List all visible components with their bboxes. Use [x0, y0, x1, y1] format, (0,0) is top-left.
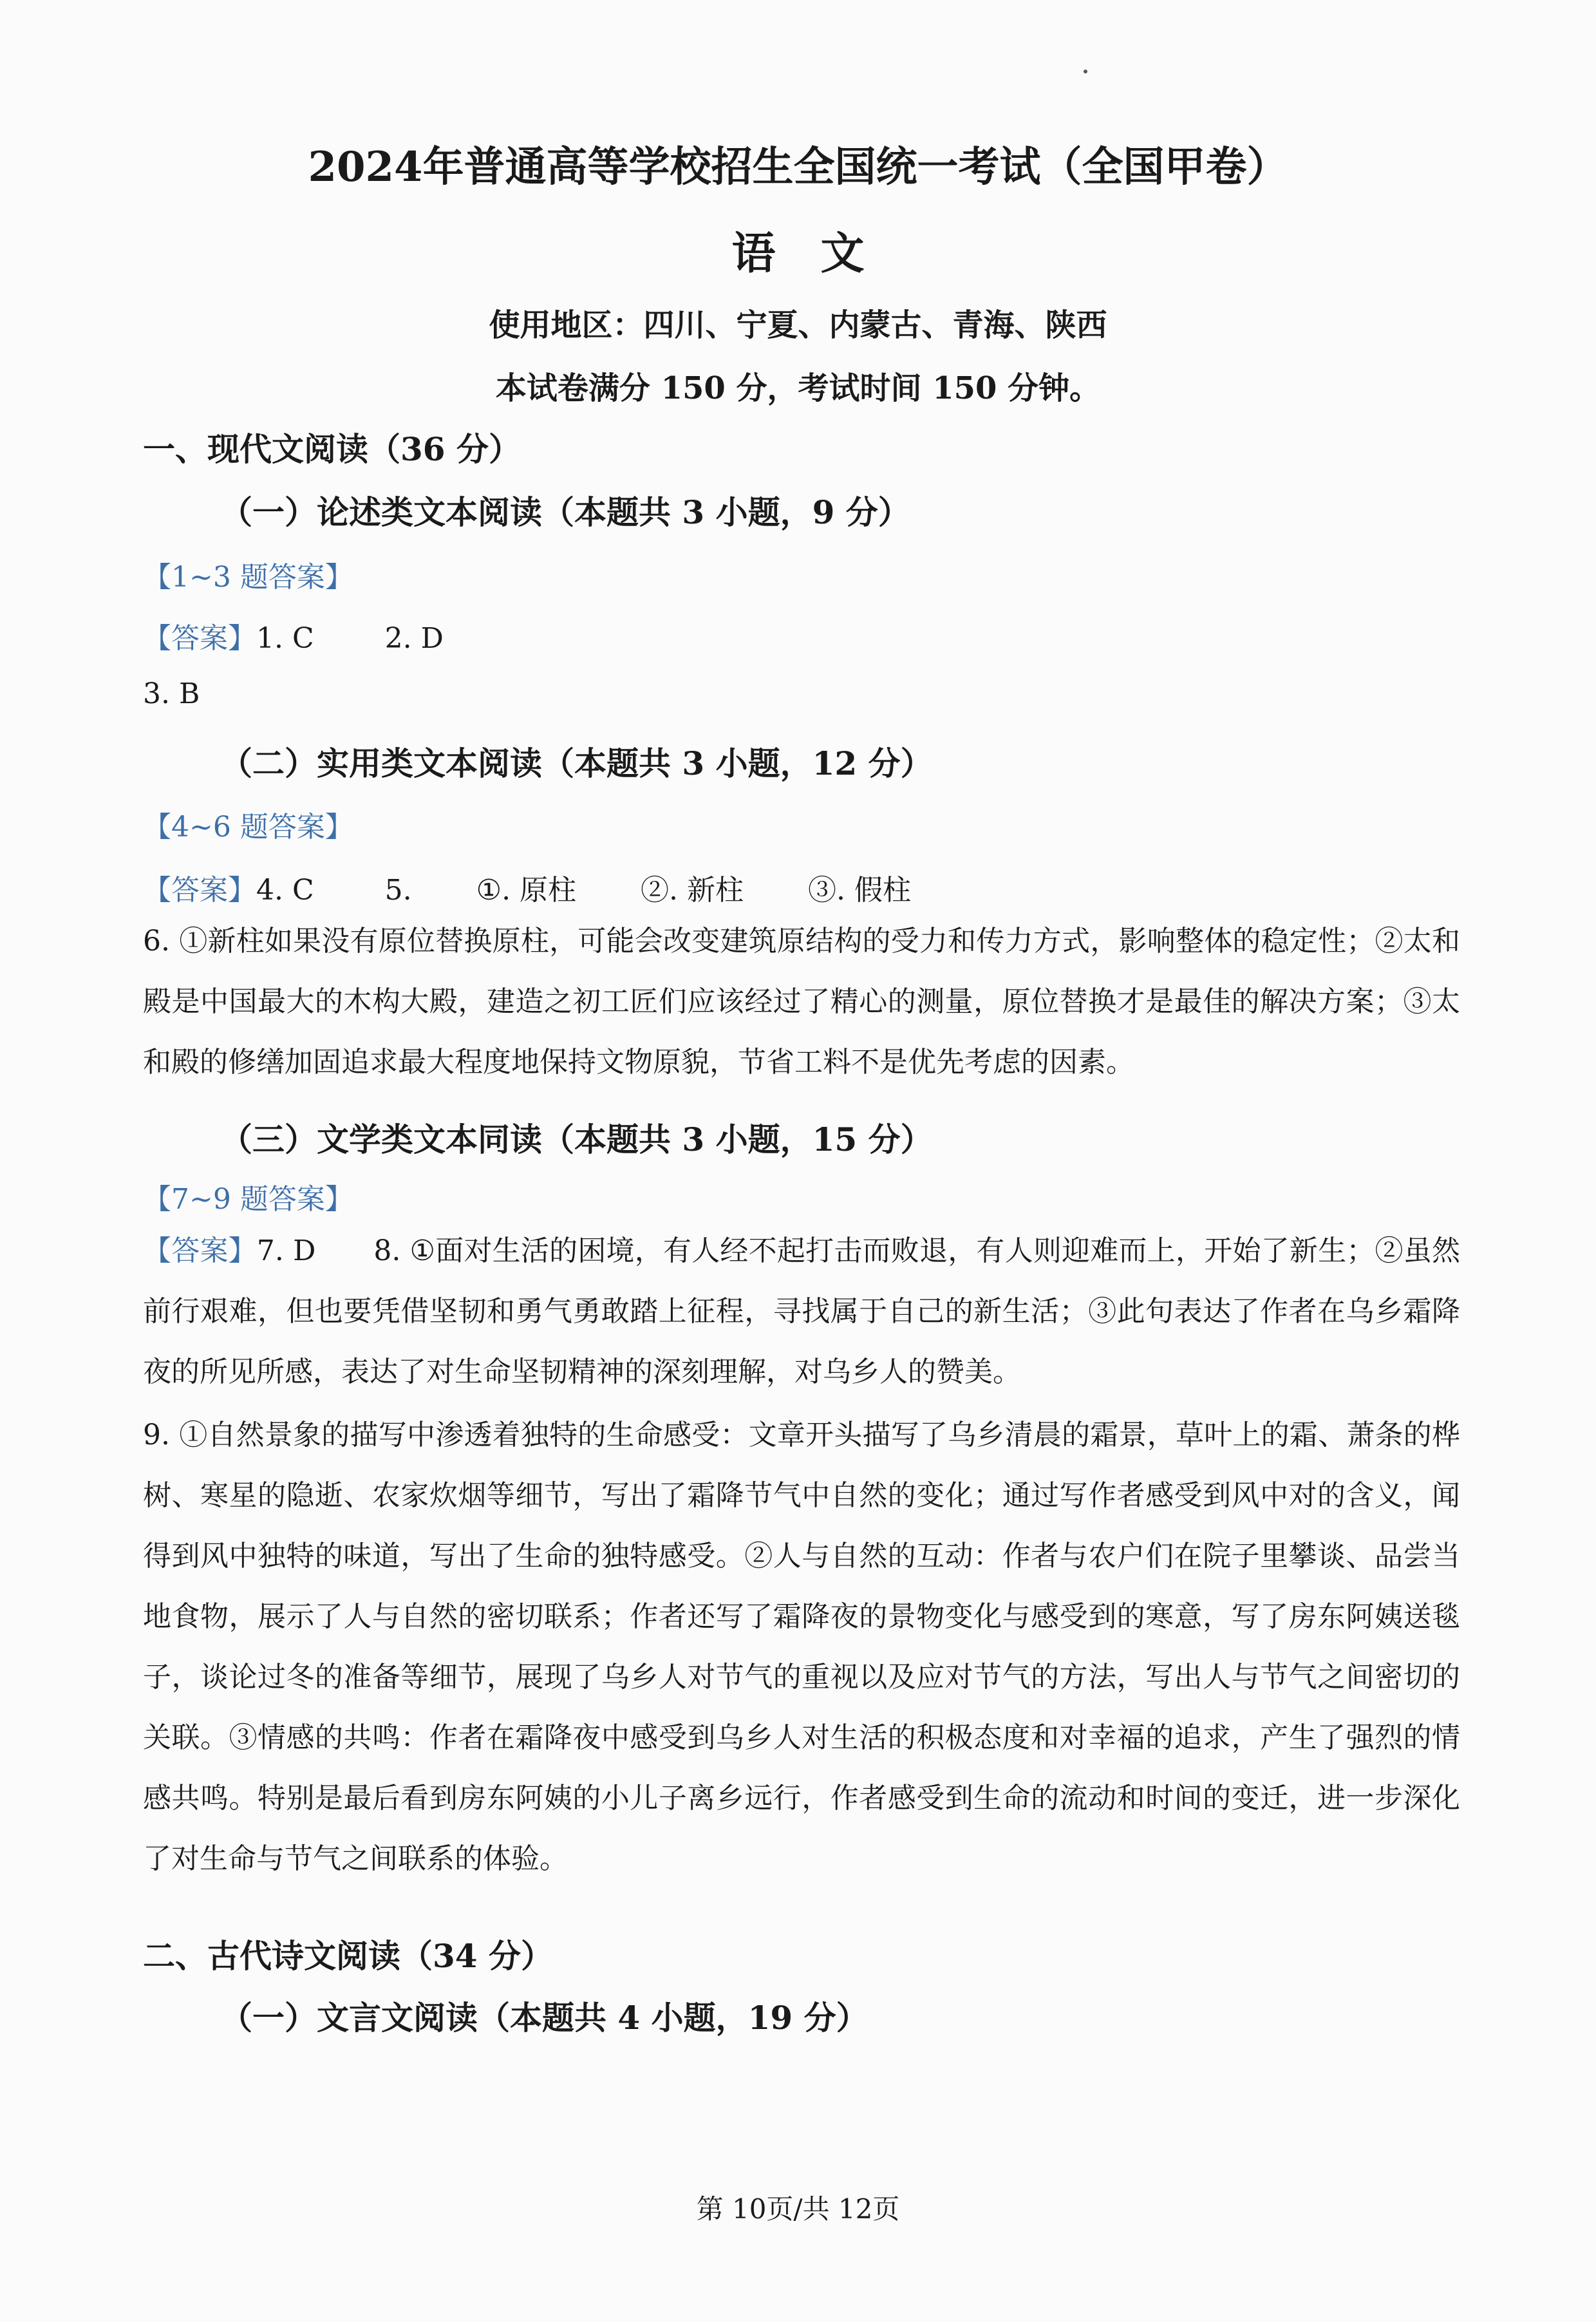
- answer-tag-4-6: 【4~6 题答案】: [143, 811, 353, 844]
- answer-4: 4. C: [256, 874, 314, 907]
- scan-speck: [1084, 70, 1087, 73]
- answer-line-4-5: [143, 867, 911, 908]
- answer-3: 3. B: [143, 677, 200, 710]
- answer-mark: 【答案】: [143, 1234, 257, 1267]
- answer-mark: 【答案】: [143, 874, 256, 907]
- answer-9: 9. ①自然景象的描写中渗透着独特的生命感受：文章开头描写了乌乡清晨的霜景，草叶上的霜、萧条的桦树、寒星的隐逝、农家炊烟等细节，写出了霜降节气中自然的变化；通过写作者感受到风中对的含义，闻得到风中独特的味道，写出了生命的独特感受。②人与自然的互动：作者与农户们在院子里攀谈、品尝当地食物，展示了人与自然的密切联系；作者还写了霜降夜的景物变化与感受到的寒意，写了房东阿姨送毯子，谈论过冬的准备等细节，展现了乌乡人对节气的重视以及应对节气的方法，写出人与节气之间密切的关联。③情感的共鸣：作者在霜降夜中感受到乌乡人对生活的积极态度和对幸福的追求，产生了强烈的情感共鸣。特别是最后看到房东阿姨的小儿子离乡远行，作者感受到生命的流动和时间的变迁，进一步深化了对生命与节气之间联系的体验。: [143, 1419, 1460, 1875]
- answer-line-1-2: [143, 615, 444, 656]
- score-info: 本试卷满分 150 分，考试时间 150 分钟。: [495, 370, 1101, 406]
- answer-8: 8. ①面对生活的困境，有人经不起打击而败退，有人则迎难而上，开始了新生；②虽然前行艰难，但也要凭借坚韧和勇气勇敢踏上征程，寻找属于自己的新生活；③此句表达了作者在乌乡霜降夜的所见所感，表达了对生命坚韧精神的深刻理解，对乌乡人的赞美。: [143, 1234, 1460, 1388]
- subsection-heading-1-1: （一）论述类文本阅读（本题共 3 小题，9 分）: [220, 493, 910, 531]
- page-number: 第 10页/共 12页: [696, 2193, 900, 2225]
- subsection-heading-1-2: （二）实用类文本阅读（本题共 3 小题，12 分）: [220, 744, 933, 782]
- answer-tag-7-9: 【7~9 题答案】: [143, 1183, 353, 1216]
- exam-title: 2024年普通高等学校招生全国统一考试（全国甲卷）: [308, 143, 1288, 191]
- answer-7-8: [143, 1221, 1460, 1402]
- section-heading-2: 二、古代诗文阅读（34 分）: [143, 1937, 553, 1975]
- answer-6: 6. ①新柱如果没有原位替换原柱，可能会改变建筑原结构的受力和传力方式，影响整体的稳定性；②太和殿是中国最大的木构大殿，建造之初工匠们应该经过了精心的测量，原位替换才是最佳的解决方案；③太和殿的修缮加固追求最大程度地保持文物原貌，节省工料不是优先考虑的因素。: [143, 925, 1460, 1079]
- answer-5-number: 5.: [384, 874, 412, 907]
- answer-2: 2. D: [384, 622, 444, 655]
- section-heading-1: 一、现代文阅读（36 分）: [143, 430, 521, 468]
- answer-5-item-1: ①. 原柱: [476, 874, 577, 907]
- answer-5-item-3: ③. 假柱: [808, 874, 912, 907]
- answer-mark: 【答案】: [143, 622, 256, 655]
- usage-region: 使用地区：四川、宁夏、内蒙古、青海、陕西: [489, 307, 1107, 343]
- answer-1: 1. C: [256, 622, 314, 655]
- subject-title: 语文: [731, 228, 910, 279]
- subsection-heading-2-1: （一）文言文阅读（本题共 4 小题，19 分）: [220, 1999, 868, 2037]
- answer-7: 7. D: [256, 1234, 316, 1267]
- subsection-heading-1-3: （三）文学类文本同读（本题共 3 小题，15 分）: [220, 1120, 933, 1158]
- answer-5-item-2: ②. 新柱: [641, 874, 744, 907]
- answer-tag-1-3: 【1~3 题答案】: [143, 561, 353, 594]
